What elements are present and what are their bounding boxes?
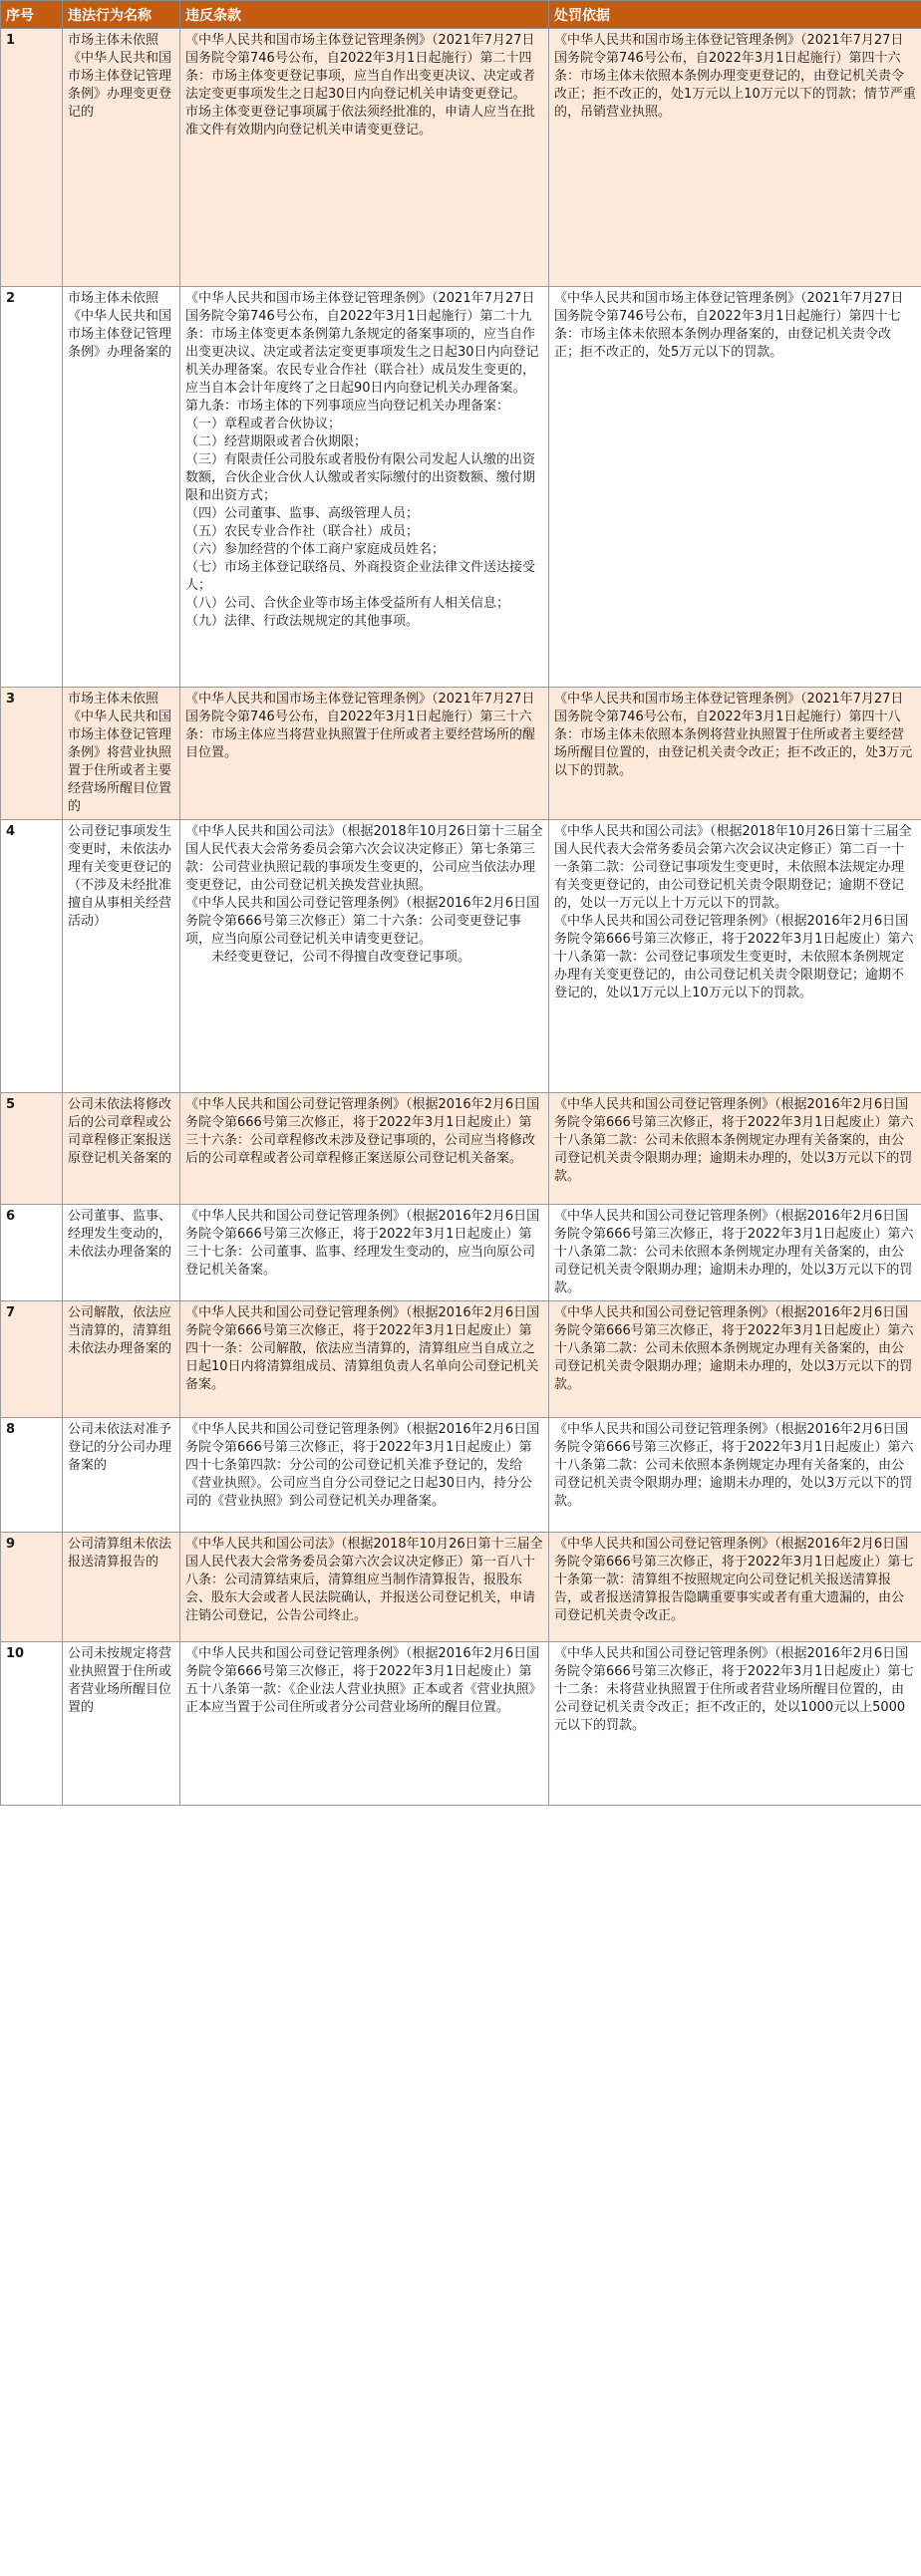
row-violated-provision: [180, 1301, 549, 1418]
row-violation-name: 公司登记事项发生变更时，未依法办理有关变更登记的（不涉及未经批准擅自从事相关经营活动）: [63, 820, 180, 1093]
header-violation-name: 违法行为名称: [63, 1, 180, 29]
provision-paragraph: 未经变更登记，公司不得擅自改变登记事项。: [211, 950, 471, 965]
row-penalty-basis: [549, 820, 921, 1093]
row-penalty-basis: [549, 1093, 921, 1205]
row-violated-provision: [180, 29, 549, 287]
table-row: [1, 820, 921, 1093]
row-violated-provision: [180, 287, 549, 688]
provision-paragraph: 《中华人民共和国公司法》（根据2018年10月26日第十三届全国人民代表大会常务委员会第六次会议决定修正）第一百八十八条：公司清算结束后，清算组应当制作清算报告，报股东会、股东大会或者人民法院确认，并报送公司登记机关，申请注销公司登记，公告公司终止。: [185, 1537, 543, 1623]
provision-paragraph: 《中华人民共和国公司登记管理条例》（根据2016年2月6日国务院令第666号第三次修正）第二十六条：公司变更登记事项，应当向原公司登记机关申请变更登记。: [185, 896, 540, 947]
row-serial-number: 5: [1, 1093, 63, 1205]
row-violation-name: 公司董事、监事、经理发生变动的，未依法办理备案的: [63, 1205, 180, 1301]
provision-paragraph: （八）公司、合伙企业等市场主体受益所有人相关信息；: [185, 596, 510, 611]
row-violated-provision: [180, 1205, 549, 1301]
provision-paragraph: （四）公司董事、监事、高级管理人员；: [185, 506, 420, 521]
row-violation-name: 公司清算组未依法报送清算报告的: [63, 1533, 180, 1642]
penalty-paragraph: 《中华人民共和国市场主体登记管理条例》（2021年7月27日国务院令第746号公布，自2022年3月1日起施行）第四十七条：市场主体未依照本条例办理备案的，由登记机关责令改正；拒不改正的，处5万元以下的罚款。: [554, 291, 904, 360]
row-serial-number: 7: [1, 1301, 63, 1418]
provision-paragraph: 《中华人民共和国公司登记管理条例》（根据2016年2月6日国务院令第666号第三次修正，将于2022年3月1日起废止）第三十六条：公司章程修改未涉及登记事项的，公司应当将修改后的公司章程或者公司章程修正案送原公司登记机关备案。: [185, 1097, 540, 1166]
row-penalty-basis: [549, 1205, 921, 1301]
row-serial-number: 3: [1, 688, 63, 820]
penalty-paragraph: 《中华人民共和国市场主体登记管理条例》（2021年7月27日国务院令第746号公布，自2022年3月1日起施行）第四十六条：市场主体未依照本条例办理变更登记的，由登记机关责令改正；拒不改正的，处1万元以上10万元以下的罚款；情节严重的，吊销营业执照。: [554, 33, 916, 120]
row-violated-provision: [180, 688, 549, 820]
penalty-paragraph: 《中华人民共和国公司法》（根据2018年10月26日第十三届全国人民代表大会常务委员会第六次会议决定修正）第二百一十一条第二款：公司登记事项发生变更时，未依照本法规定办理有关变更登记的，由公司登记机关责令限期登记；逾期不登记的，处以一万元以上十万元以下的罚款。: [554, 824, 912, 911]
row-violation-name: 公司解散，依法应当清算的，清算组未依法办理备案的: [63, 1301, 180, 1418]
provision-paragraph: 《中华人民共和国公司登记管理条例》（根据2016年2月6日国务院令第666号第三次修正，将于2022年3月1日起废止）第四十七条第四款：分公司的公司登记机关准予登记的，发给《营业执照》。公司应当自分公司登记之日起30日内，持分公司的《营业执照》到公司登记机关办理备案。: [185, 1422, 540, 1509]
row-violated-provision: [180, 820, 549, 1093]
penalty-paragraph: 《中华人民共和国公司登记管理条例》（根据2016年2月6日国务院令第666号第三次修正，将于2022年3月1日起废止）第六十八条第二款：公司未依照本条例规定办理有关备案的，由公司登记机关责令限期办理；逾期未办理的，处以3万元以下的罚款。: [554, 1422, 914, 1509]
provision-paragraph: 《中华人民共和国公司登记管理条例》（根据2016年2月6日国务院令第666号第三次修正，将于2022年3月1日起废止）第五十八条第一款：《企业法人营业执照》正本或者《营业执照》正本应当置于公司住所或者分公司营业场所的醒目位置。: [185, 1646, 542, 1715]
provision-paragraph: 《中华人民共和国市场主体登记管理条例》（2021年7月27日国务院令第746号公布，自2022年3月1日起施行）第三十六条：市场主体应当将营业执照置于住所或者主要经营场所的醒目位置。: [185, 692, 536, 760]
provision-paragraph: （五）农民专业合作社（联合社）成员；: [185, 524, 420, 539]
table-row: [1, 1642, 921, 1806]
row-violation-name: 市场主体未依照《中华人民共和国市场主体登记管理条例》办理备案的: [63, 287, 180, 688]
header-penalty-basis: 处罚依据: [549, 1, 921, 29]
provision-paragraph: （二）经营期限或者合伙期限；: [185, 434, 368, 449]
penalty-paragraph: 《中华人民共和国公司登记管理条例》（根据2016年2月6日国务院令第666号第三次修正，将于2022年3月1日起废止）第六十八条第二款：公司未依照本条例规定办理有关备案的，由公司登记机关责令限期办理；逾期未办理的，处以3万元以下的罚款。: [554, 1209, 914, 1295]
row-penalty-basis: [549, 1642, 921, 1806]
provision-paragraph: 《中华人民共和国市场主体登记管理条例》（2021年7月27日国务院令第746号公布，自2022年3月1日起施行）第二十九条：市场主体变更本条例第九条规定的备案事项的，应当自作出变更决议、决定或者法定变更事项发生之日起30日内向登记机关办理备案。农民专业合作社（联合社）成员发生变更的，应当自本会计年度终了之日起90日内向登记机关办理备案。: [185, 291, 539, 396]
row-violation-name: 市场主体未依照《中华人民共和国市场主体登记管理条例》将营业执照置于住所或者主要经营场所醒目位置的: [63, 688, 180, 820]
row-penalty-basis: [549, 1533, 921, 1642]
row-penalty-basis: [549, 287, 921, 688]
row-penalty-basis: [549, 1418, 921, 1533]
table-row: [1, 688, 921, 820]
provision-paragraph: 《中华人民共和国公司登记管理条例》（根据2016年2月6日国务院令第666号第三次修正，将于2022年3月1日起废止）第四十一条：公司解散，依法应当清算的，清算组应当自成立之日起10日内将清算组成员、清算组负责人名单向公司登记机关备案。: [185, 1305, 540, 1392]
row-violated-provision: [180, 1533, 549, 1642]
row-violation-name: 市场主体未依照《中华人民共和国市场主体登记管理条例》办理变更登记的: [63, 29, 180, 287]
table-row: [1, 1301, 921, 1418]
table-row: [1, 29, 921, 287]
provision-paragraph: 第九条：市场主体的下列事项应当向登记机关办理备案：: [185, 399, 510, 414]
row-violation-name: 公司未依法对准予登记的分公司办理备案的: [63, 1418, 180, 1533]
table-row: [1, 287, 921, 688]
provision-paragraph: 《中华人民共和国市场主体登记管理条例》（2021年7月27日国务院令第746号公布，自2022年3月1日起施行）第二十四条：市场主体变更登记事项，应当自作出变更决议、决定或者法定变更事项发生之日起30日内向登记机关申请变更登记。: [185, 33, 536, 102]
row-serial-number: 2: [1, 287, 63, 688]
header-violated-provision: 违反条款: [180, 1, 549, 29]
provision-paragraph: （九）法律、行政法规规定的其他事项。: [185, 614, 420, 629]
table-row: [1, 1533, 921, 1642]
penalty-paragraph: 《中华人民共和国公司登记管理条例》（根据2016年2月6日国务院令第666号第三次修正，将于2022年3月1日起废止）第六十八条第一款：公司登记事项发生变更时，未依照本条例规定办理有关变更登记的，由公司登记机关责令限期登记；逾期不登记的，处以1万元以上10万元以下的罚款。: [554, 914, 914, 1001]
row-serial-number: 6: [1, 1205, 63, 1301]
row-penalty-basis: [549, 688, 921, 820]
row-serial-number: 9: [1, 1533, 63, 1642]
penalty-paragraph: 《中华人民共和国公司登记管理条例》（根据2016年2月6日国务院令第666号第三次修正，将于2022年3月1日起废止）第六十八条第二款：公司未依照本条例规定办理有关备案的，由公司登记机关责令限期办理；逾期未办理的，处以3万元以下的罚款。: [554, 1097, 914, 1184]
penalty-paragraph: 《中华人民共和国市场主体登记管理条例》（2021年7月27日国务院令第746号公布，自2022年3月1日起施行）第四十八条：市场主体未依照本条例将营业执照置于住所或者主要经营场所醒目位置的，由登记机关责令改正；拒不改正的，处3万元以下的罚款。: [554, 692, 913, 778]
table-row: [1, 1418, 921, 1533]
provision-paragraph: 《中华人民共和国公司登记管理条例》（根据2016年2月6日国务院令第666号第三次修正，将于2022年3月1日起废止）第三十七条：公司董事、监事、经理发生变动的，应当向原公司登记机关备案。: [185, 1209, 540, 1278]
row-violated-provision: [180, 1093, 549, 1205]
provision-paragraph: （一）章程或者合伙协议；: [185, 417, 342, 431]
row-penalty-basis: [549, 29, 921, 287]
provision-paragraph: （三）有限责任公司股东或者股份有限公司发起人认缴的出资数额，合伙企业合伙人认缴或者实际缴付的出资数额、缴付期限和出资方式；: [185, 452, 536, 503]
row-serial-number: 1: [1, 29, 63, 287]
provision-paragraph: （七）市场主体登记联络员、外商投资企业法律文件送达接受人；: [185, 560, 536, 593]
table-body: [1, 29, 921, 1806]
penalty-paragraph: 《中华人民共和国公司登记管理条例》（根据2016年2月6日国务院令第666号第三次修正，将于2022年3月1日起废止）第六十八条第二款：公司未依照本条例规定办理有关备案的，由公司登记机关责令限期办理；逾期未办理的，处以3万元以下的罚款。: [554, 1305, 914, 1392]
row-penalty-basis: [549, 1301, 921, 1418]
header-serial-number: 序号: [1, 1, 63, 29]
row-serial-number: 4: [1, 820, 63, 1093]
row-violation-name: 公司未依法将修改后的公司章程或公司章程修正案报送原登记机关备案的: [63, 1093, 180, 1205]
table-row: [1, 1093, 921, 1205]
penalty-paragraph: 《中华人民共和国公司登记管理条例》（根据2016年2月6日国务院令第666号第三次修正，将于2022年3月1日起废止）第七十二条：未将营业执照置于住所或者营业场所醒目位置的，由公司登记机关责令改正；拒不改正的，处以1000元以上5000元以下的罚款。: [554, 1646, 914, 1733]
penalty-paragraph: 《中华人民共和国公司登记管理条例》（根据2016年2月6日国务院令第666号第三次修正，将于2022年3月1日起废止）第七十条第一款：清算组不按照规定向公司登记机关报送清算报告，或者报送清算报告隐瞒重要事实或者有重大遗漏的，由公司登记机关责令改正。: [554, 1537, 914, 1623]
provision-paragraph: 《中华人民共和国公司法》（根据2018年10月26日第十三届全国人民代表大会常务委员会第六次会议决定修正）第七条第三款：公司营业执照记载的事项发生变更的，公司应当依法办理变更登记，由公司登记机关换发营业执照。: [185, 824, 543, 893]
row-violated-provision: [180, 1418, 549, 1533]
row-violated-provision: [180, 1642, 549, 1806]
table-row: [1, 1205, 921, 1301]
table-header-row: [1, 1, 921, 29]
provision-paragraph: 市场主体变更登记事项属于依法须经批准的，申请人应当在批准文件有效期内向登记机关申请变更登记。: [185, 105, 536, 138]
row-serial-number: 8: [1, 1418, 63, 1533]
row-serial-number: 10: [1, 1642, 63, 1806]
row-violation-name: 公司未按规定将营业执照置于住所或者营业场所醒目位置的: [63, 1642, 180, 1806]
provision-paragraph: （六）参加经营的个体工商户家庭成员姓名；: [185, 542, 446, 557]
